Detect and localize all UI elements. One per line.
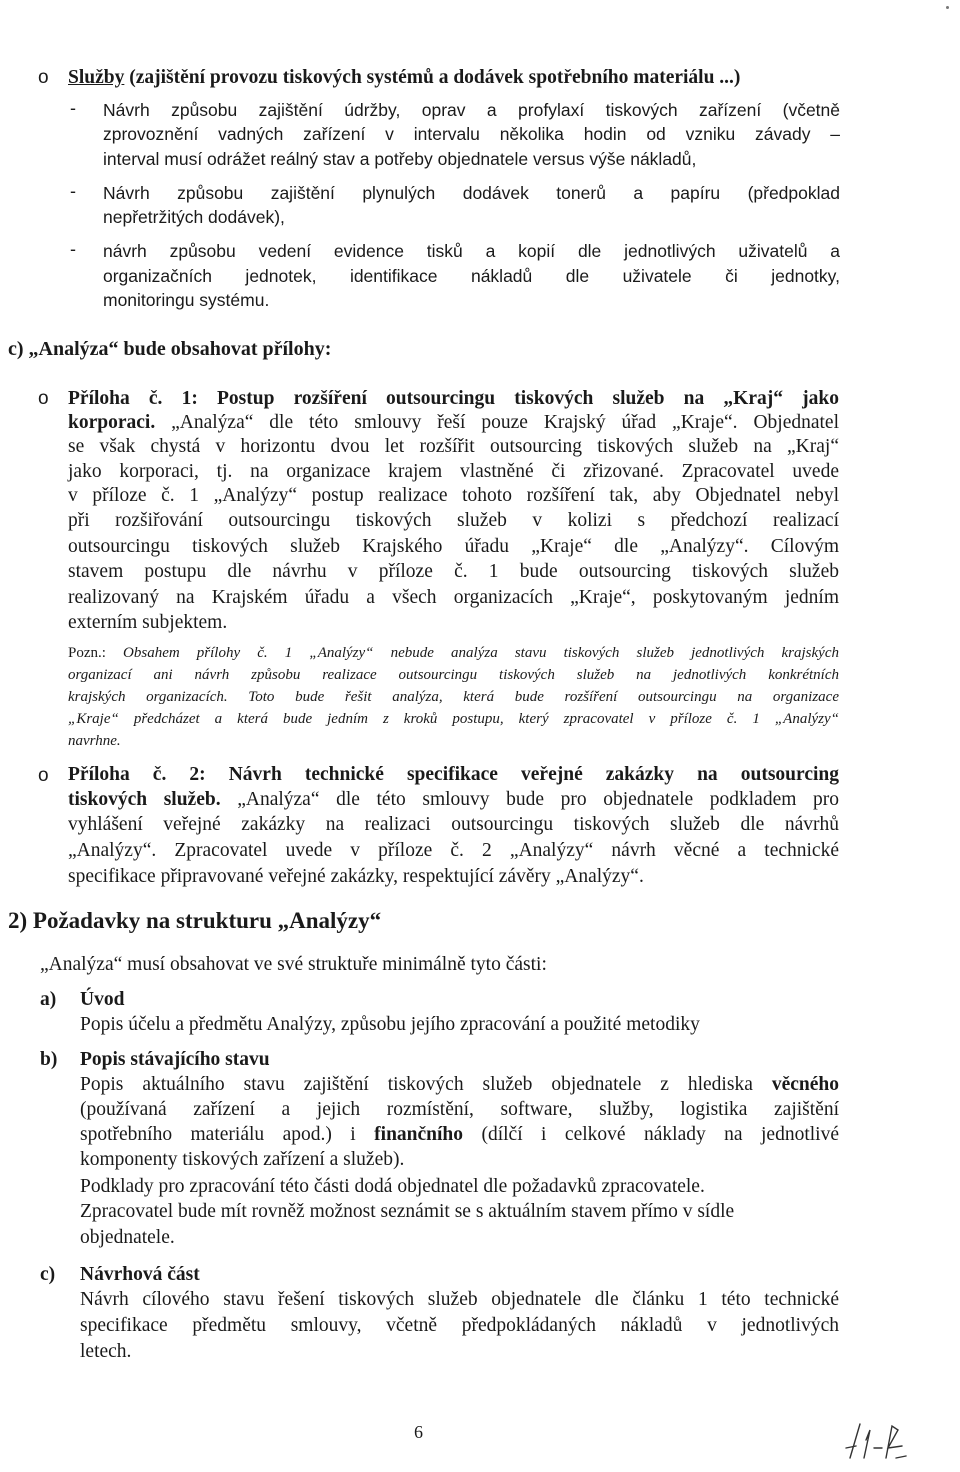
- item-b-label: b): [40, 1049, 58, 1070]
- dash-marker: -: [70, 181, 76, 201]
- priloha2-body-line: „Analýzy“. Zpracovatel uvede v příloze č. 2 „Analýzy“ návrh věcné a technické: [68, 840, 839, 861]
- priloha1-note-line: organizací ani návrh způsobu realizace outsourcingu tiskových služeb na jednotlivých konkrétních: [68, 667, 839, 683]
- item-a-text: Popis účelu a předmětu Analýzy, způsobu jejího zpracování a použité metodiky: [80, 1014, 700, 1035]
- item-b-line5: Podklady pro zpracování této části dodá objednatel dle požadavků zpracovatele.: [80, 1176, 705, 1197]
- item-c-label: c): [40, 1264, 56, 1285]
- priloha1-line2: [68, 411, 839, 435]
- bullet-icon: o: [38, 765, 49, 786]
- priloha1-body-line: jako korporaci, tj. na organizace krajem vlastněné či zřizované. Zpracovatel uvede: [68, 461, 839, 482]
- services-item3-line1: návrh způsobu vedení evidence tisků a kopií dle jednotlivých uživatelů a: [103, 241, 840, 261]
- bullet-icon: o: [38, 67, 49, 88]
- priloha2-title-line1: Příloha č. 2: Návrh technické specifikace veřejné zakázky na outsourcing: [68, 764, 839, 785]
- services-item1-line3: interval musí odrážet reálný stav a potřeby objednatele versus výše nákladů,: [103, 149, 697, 169]
- priloha1-note-line: krajských organizacích. Toto bude řešit analýza, která bude rozšíření outsourcingu na organizace: [68, 689, 839, 705]
- priloha2-line2-rest: „Analýza“ dle této smlouvy bude pro objednatele podkladem pro: [220, 789, 839, 810]
- item-b-title: Popis stávajícího stavu: [80, 1049, 270, 1070]
- priloha1-body-line: outsourcingu tiskových služeb Krajského úřadu „Kraje“ dle „Analýzy“. Cílovým: [68, 536, 839, 557]
- priloha1-note-line: „Kraje“ předcházet a která bude jedním z kroků postupu, který zpracovatel v příloze č. 1 „Analýzy“: [68, 711, 839, 727]
- priloha1-note-line1: [68, 642, 839, 664]
- section-2-intro: „Analýza“ musí obsahovat ve své struktuře minimálně tyto části:: [40, 954, 547, 975]
- item-c-line3: letech.: [80, 1341, 132, 1362]
- services-item2-line2: nepřetržitých dodávek),: [103, 207, 285, 227]
- section-2-heading: 2) Požadavky na strukturu „Analýzy“: [8, 908, 382, 933]
- priloha1-title-line2: korporaci.: [68, 412, 156, 433]
- bullet-icon: o: [38, 388, 49, 409]
- priloha1-body-line: v příloze č. 1 „Analýzy“ postup realizace tohoto rozšíření tak, aby Objednatel nebyl: [68, 485, 839, 506]
- item-b-line4: komponenty tiskových zařízení a služeb).: [80, 1149, 405, 1170]
- priloha1-body-line: realizovaný na Krajském úřadu a všech organizacích „Kraje“, poskytovaným jedním: [68, 587, 839, 608]
- signature-icon: [842, 1418, 912, 1464]
- priloha1-body-line: stavem postupu dle návrhu v příloze č. 1 bude outsourcing tiskových služeb: [68, 561, 839, 582]
- priloha1-note-line: navrhne.: [68, 733, 121, 749]
- services-heading: [68, 66, 740, 90]
- dash-marker: -: [70, 98, 76, 118]
- item-b-vecneho: věcného: [771, 1074, 839, 1095]
- item-b-line2: (používaná zařízení a jejich rozmístění, software, služby, logistika zajištění: [80, 1099, 839, 1120]
- note-label: Pozn.:: [68, 645, 106, 661]
- dash-marker: -: [70, 239, 76, 259]
- item-a-title: Úvod: [80, 989, 125, 1010]
- priloha2-body-line: specifikace připravované veřejné zakázky, respektující závěry „Analýzy“.: [68, 866, 644, 887]
- priloha2-title-line2: tiskových služeb.: [68, 789, 221, 810]
- services-item3-line2: organizačních jednotek, identifikace nákladů dle uživatele či jednotky,: [103, 266, 840, 286]
- item-c-line1: Návrh cílového stavu řešení tiskových služeb objednatele dle článku 1 této technické: [80, 1289, 839, 1310]
- page-number: 6: [414, 1422, 423, 1442]
- item-b-financniho: finančního: [374, 1124, 464, 1145]
- priloha1-title-line1: Příloha č. 1: Postup rozšíření outsourcingu tiskových služeb na „Kraj“ jako: [68, 388, 839, 409]
- item-c-title: Návrhová část: [80, 1264, 200, 1285]
- item-b-line6: Zpracovatel bude mít rovněž možnost seznámit se s aktuálním stavem přímo v sídle: [80, 1201, 735, 1222]
- services-heading-underlined: Služby: [68, 67, 125, 88]
- services-item2-line1: Návrh způsobu zajištění plynulých dodávek tonerů a papíru (předpoklad: [103, 183, 840, 203]
- scan-speck: [946, 6, 949, 9]
- item-b-line3-post: (dílčí i celkové náklady na jednotlivé: [463, 1124, 839, 1145]
- handwritten-signature: [842, 1418, 912, 1464]
- services-item3-line3: monitoringu systému.: [103, 290, 270, 310]
- item-b-line1: [80, 1073, 839, 1097]
- services-item1-line2: zprovoznění vadných zařízení v intervalu několika hodin od vzniku závady –: [103, 124, 840, 144]
- item-b-line3: [80, 1123, 839, 1147]
- note-text: Obsahem přílohy č. 1 „Analýzy“ nebude analýza stavu tiskových služeb jednotlivých krajských: [105, 645, 839, 661]
- item-b-line3-pre: spotřebního materiálu apod.) i: [80, 1124, 375, 1145]
- priloha1-body-line: při rozšiřování outsourcingu tiskových služeb v kolizi s předchozí realizací: [68, 510, 839, 531]
- priloha2-line2: [68, 788, 839, 812]
- section-c-heading: c) „Analýza“ bude obsahovat přílohy:: [8, 338, 332, 360]
- priloha2-body-line: vyhlášení veřejné zakázky na realizaci outsourcingu tiskových služeb dle návrhů: [68, 814, 839, 835]
- priloha1-body-line: se však chystá v horizontu dvou let rozšířit outsourcing tiskových služeb na „Kraj“: [68, 436, 839, 457]
- item-b-line1-text: Popis aktuálního stavu zajištění tiskových služeb objednatele z hlediska: [80, 1074, 772, 1095]
- item-b-line7: objednatele.: [80, 1227, 175, 1248]
- services-heading-rest: (zajištění provozu tiskových systémů a dodávek spotřebního materiálu ...): [124, 67, 741, 88]
- item-a-label: a): [40, 989, 57, 1010]
- item-c-line2: specifikace předmětu smlouvy, včetně předpokládaných nákladů v jednotlivých: [80, 1315, 839, 1336]
- priloha1-body-line: externím subjektem.: [68, 612, 228, 633]
- services-item1-line1: Návrh způsobu zajištění údržby, oprav a profylaxí tiskových zařízení (včetně: [103, 100, 840, 120]
- priloha1-line2-rest: „Analýza“ dle této smlouvy řeší pouze Krajský úřad „Kraje“. Objednatel: [155, 412, 839, 433]
